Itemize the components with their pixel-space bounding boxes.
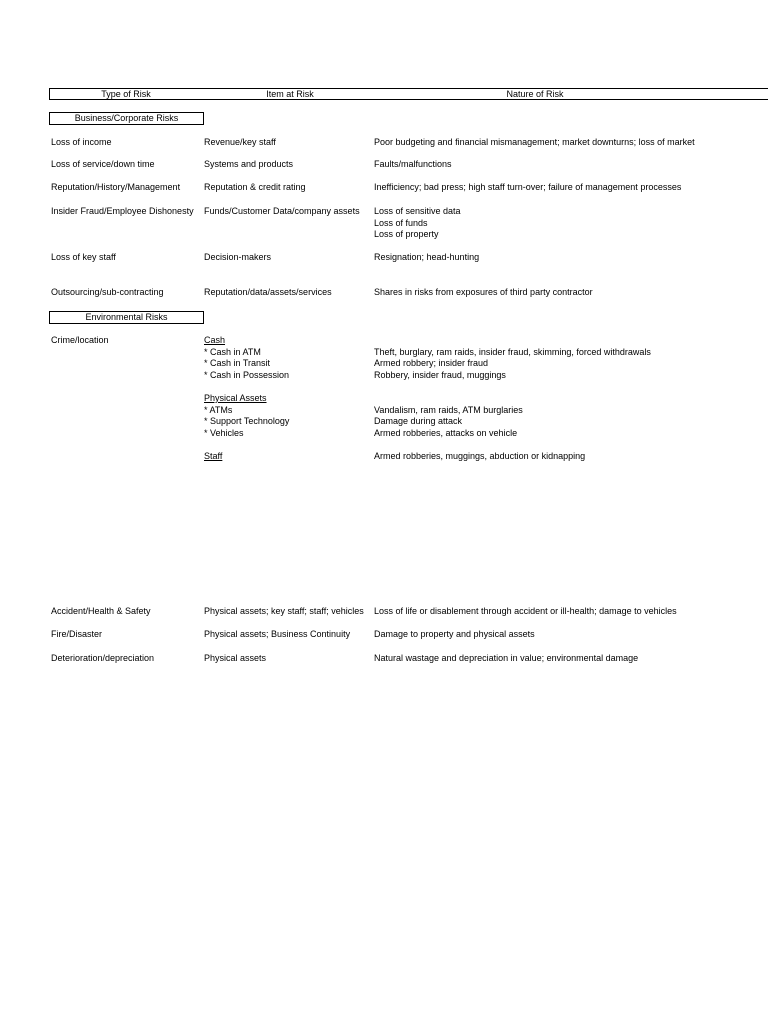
risk-nature: Shares in risks from exposures of third party contractor: [374, 287, 593, 297]
risk-type: Loss of income: [51, 137, 112, 147]
risk-nature: Armed robberies, muggings, abduction or kidnapping: [374, 451, 586, 461]
risk-type: Reputation/History/Management: [51, 182, 181, 192]
risk-type: Accident/Health & Safety: [51, 606, 151, 616]
risk-item: Reputation/data/assets/services: [204, 287, 332, 297]
risk-nature-line: Loss of property: [374, 229, 439, 239]
physical-asset-natures: [374, 405, 523, 440]
risk-item: Revenue/key staff: [204, 137, 276, 147]
risk-type: Insider Fraud/Employee Dishonesty: [51, 206, 194, 216]
physical-asset-items: [204, 393, 289, 439]
risk-item: * Support Technology: [204, 416, 290, 426]
risk-nature: Armed robbery; insider fraud: [374, 358, 489, 368]
risk-nature-line: Loss of funds: [374, 217, 428, 228]
risk-nature: Resignation; head-hunting: [374, 252, 480, 262]
section-environmental-risks: Environmental Risks: [49, 311, 204, 324]
section-business-risks: Business/Corporate Risks: [49, 112, 204, 125]
risk-nature: Poor budgeting and financial mismanagement; market downturns; loss of market: [374, 137, 695, 147]
header-item-at-risk: Item at Risk: [266, 89, 314, 99]
cash-natures: [374, 347, 651, 382]
header-type-of-risk: Type of Risk: [101, 89, 151, 99]
risk-item: Systems and products: [204, 159, 294, 169]
risk-type: Crime/location: [51, 335, 109, 345]
cash-heading: Cash: [204, 335, 226, 345]
risk-item: Physical assets; Business Continuity: [204, 629, 351, 639]
risk-item: * ATMs: [204, 404, 233, 415]
cash-items: [204, 335, 289, 381]
risk-item: Funds/Customer Data/company assets: [204, 206, 360, 216]
physical-assets-heading: Physical Assets: [204, 393, 267, 403]
risk-item: * Vehicles: [204, 427, 244, 438]
risk-item: Reputation & credit rating: [204, 182, 306, 192]
risk-nature: Loss of life or disablement through accident or ill-health; damage to vehicles: [374, 606, 677, 616]
risk-nature-list: [374, 206, 461, 241]
risk-nature-line: Loss of sensitive data: [374, 206, 461, 216]
risk-item: * Cash in Possession: [204, 369, 290, 380]
risk-nature: Armed robberies, attacks on vehicle: [374, 427, 518, 438]
risk-item: Physical assets; key staff; staff; vehicles: [204, 606, 364, 616]
risk-nature: Robbery, insider fraud, muggings: [374, 369, 506, 380]
staff-heading: Staff: [204, 451, 223, 461]
risk-item: Decision-makers: [204, 252, 272, 262]
risk-type: Loss of key staff: [51, 252, 116, 262]
table-header: [49, 88, 768, 100]
risk-type: Fire/Disaster: [51, 629, 103, 639]
risk-item: * Cash in Transit: [204, 358, 271, 368]
risk-type: Outsourcing/sub-contracting: [51, 287, 164, 297]
risk-type: Deterioration/depreciation: [51, 653, 155, 663]
risk-item: Physical assets: [204, 653, 267, 663]
header-nature-of-risk: Nature of Risk: [506, 89, 564, 99]
risk-nature: Inefficiency; bad press; high staff turn-over; failure of management processes: [374, 182, 682, 192]
risk-nature: Faults/malfunctions: [374, 159, 452, 169]
risk-nature: Damage to property and physical assets: [374, 629, 535, 639]
risk-nature: Vandalism, ram raids, ATM burglaries: [374, 404, 523, 415]
risk-nature: Theft, burglary, ram raids, insider fraud, skimming, forced withdrawals: [374, 346, 651, 357]
risk-type: Loss of service/down time: [51, 159, 155, 169]
risk-nature: Natural wastage and depreciation in value; environmental damage: [374, 653, 639, 663]
risk-item: * Cash in ATM: [204, 346, 261, 357]
risk-nature: Damage during attack: [374, 416, 463, 426]
